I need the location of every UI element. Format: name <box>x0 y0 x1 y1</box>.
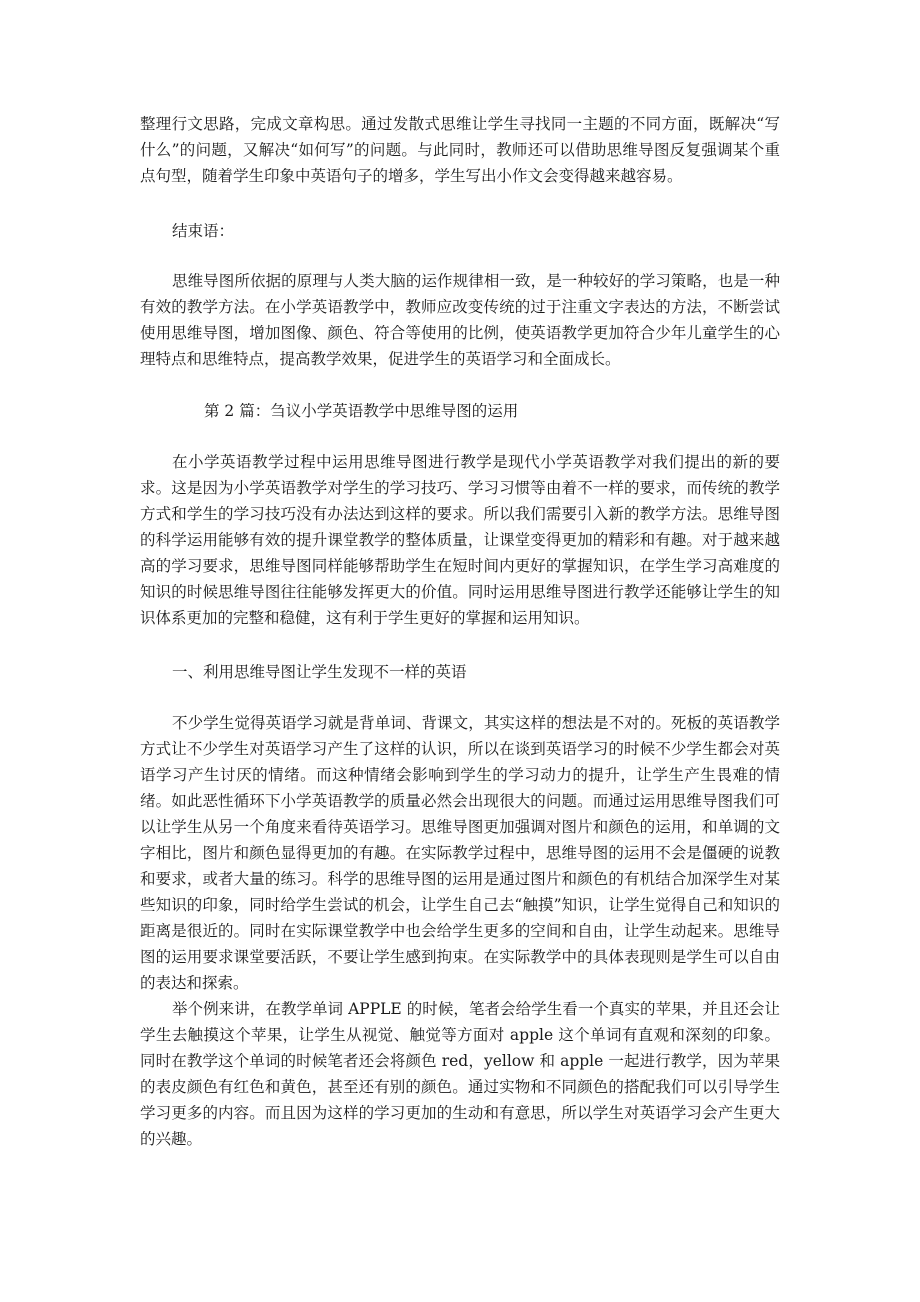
article-title: 第 2 篇：刍议小学英语教学中思维导图的运用 <box>204 402 519 420</box>
paragraph-example: 举个例来讲，在教学单词 APPLE 的时候，笔者会给学生看一个真实的苹果，并且还会让学生去触摸这个苹果，让学生从视觉、触觉等方面对 apple 这个单词有直观和深刻的印象。同时在教学这个单词的时候笔者还会将颜色 red，yellow 和 apple 一起进行教学，因为苹果的表皮颜色有红色和黄色，甚至还有别的颜色。通过实物和不同颜色的搭配我们可以引导学生学习更多的内容。而且因为这样的学习更加的生动和有意思，所以学生对英语学习会产生更大的兴趣。 <box>140 1000 780 1148</box>
paragraph-intro: 在小学英语教学过程中运用思维导图进行教学是现代小学英语教学对我们提出的新的要求。这是因为小学英语教学对学生的学习技巧、学习习惯等由着不一样的要求，而传统的教学方式和学生的学习技巧没有办法达到这样的要求。所以我们需要引入新的教学方法。思维导图的科学运用能够有效的提升课堂教学的整体质量，让课堂变得更加的精彩和有趣。对于越来越高的学习要求，思维导图同样能够帮助学生在短时间内更好的掌握知识，在学生学习高难度的知识的时候思维导图往往能够发挥更大的价值。同时运用思维导图进行教学还能够让学生的知识体系更加的完整和稳健，这有利于学生更好的掌握和运用知识。 <box>140 453 780 627</box>
paragraph-continuation: 整理行文思路，完成文章构思。通过发散式思维让学生寻找同一主题的不同方面，既解决“写什么”的问题，又解决“如何写”的问题。与此同时，教师还可以借助思维导图反复强调某个重点句型，随着学生印象中英语句子的增多，学生写出小作文会变得越来越容易。 <box>140 115 780 185</box>
conclusion-heading: 结束语： <box>172 222 235 240</box>
section-heading: 一、利用思维导图让学生发现不一样的英语 <box>172 663 467 681</box>
paragraph-section-body: 不少学生觉得英语学习就是背单词、背课文，其实这样的想法是不对的。死板的英语教学方式让不少学生对英语学习产生了这样的认识，所以在谈到英语学习的时候不少学生都会对英语学习产生讨厌的情绪。而这种情绪会影响到学生的学习动力的提升，让学生产生畏难的情绪。如此恶性循环下小学英语教学的质量必然会出现很大的问题。而通过运用思维导图我们可以让学生从另一个角度来看待英语学习。思维导图更加强调对图片和颜色的运用，和单调的文字相比，图片和颜色显得更加的有趣。在实际教学过程中，思维导图的运用不会是僵硬的说教和要求，或者大量的练习。科学的思维导图的运用是通过图片和颜色的有机结合加深学生对某些知识的印象，同时给学生尝试的机会，让学生自己去“触摸”知识，让学生觉得自己和知识的距离是很近的。同时在实际课堂教学中也会给学生更多的空间和自由，让学生动起来。思维导图的运用要求课堂要活跃，不要让学生感到拘束。在实际教学中的具体表现则是学生可以自由的表达和探索。 <box>140 714 780 992</box>
paragraph-conclusion: 思维导图所依据的原理与人类大脑的运作规律相一致，是一种较好的学习策略，也是一种有效的教学方法。在小学英语教学中，教师应改变传统的过于注重文字表达的方法，不断尝试使用思维导图，增加图像、颜色、符合等使用的比例，使英语教学更加符合少年儿童学生的心理特点和思维特点，提高教学效果，促进学生的英语学习和全面成长。 <box>140 272 780 368</box>
